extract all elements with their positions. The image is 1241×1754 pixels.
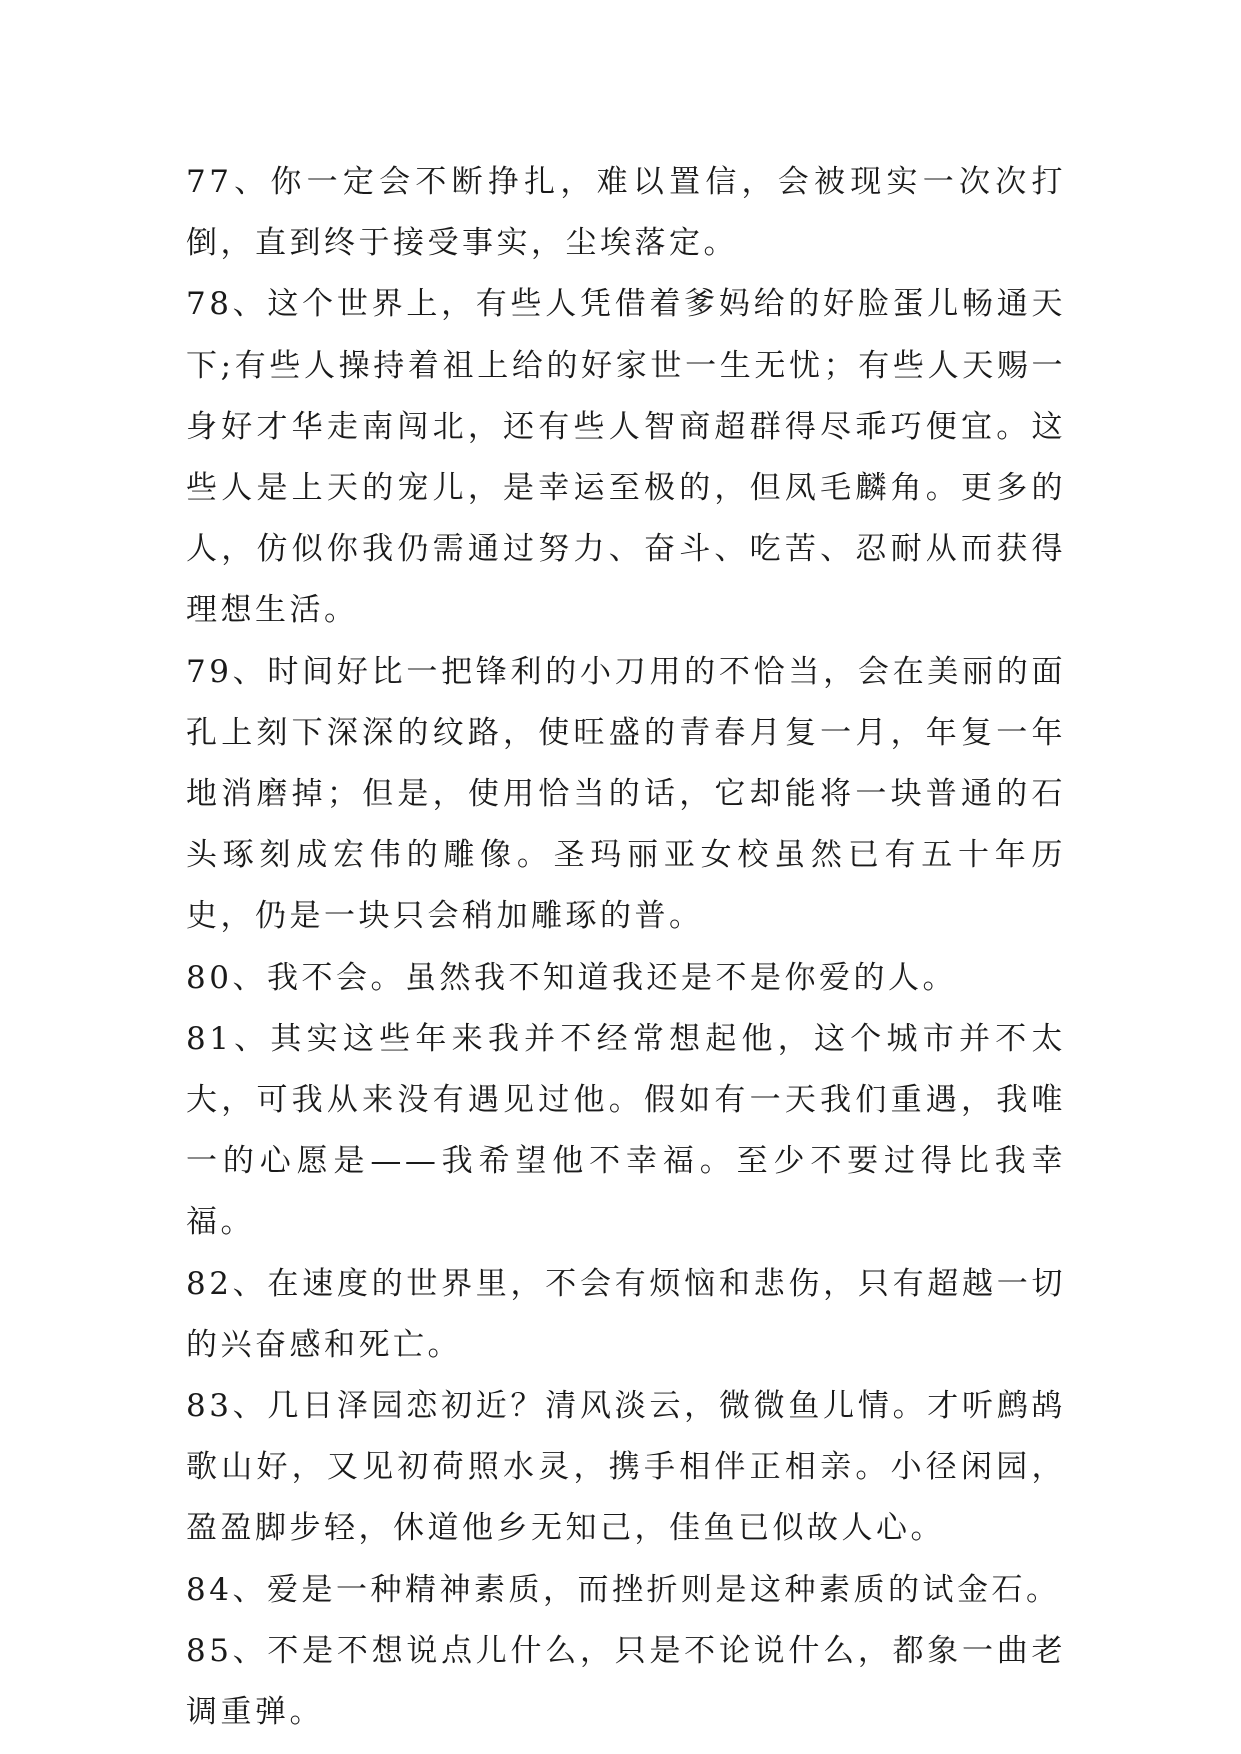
quote-entry-83: 83、几日泽园恋初近？清风淡云，微微鱼儿情。才听鹧鸪歌山好，又见初荷照水灵，携手相伴正相亲。小径闲园，盈盈脚步轻，休道他乡无知己，佳鱼已似故人心。 [186, 1388, 1066, 1547]
quote-entry-78: 78、这个世界上，有些人凭借着爹妈给的好脸蛋儿畅通天下;有些人操持着祖上给的好家世一生无忧；有些人天赐一身好才华走南闯北，还有些人智商超群得尽乖巧便宜。这些人是上天的宠儿，是幸运至极的，但凤毛麟角。更多的人，仿似你我仍需通过努力、奋斗、吃苦、忍耐从而获得理想生活。 [186, 286, 1066, 629]
quote-entry-82: 82、在速度的世界里，不会有烦恼和悲伤，只有超越一切的兴奋感和死亡。 [186, 1265, 1066, 1363]
quote-entry-77: 77、你一定会不断挣扎，难以置信，会被现实一次次打倒，直到终于接受事实，尘埃落定。 [186, 164, 1066, 262]
document-body [186, 152, 1066, 1743]
quote-entry-80: 80、我不会。虽然我不知道我还是不是你爱的人。 [186, 959, 957, 996]
quote-entry-81: 81、其实这些年来我并不经常想起他，这个城市并不太大，可我从来没有遇见过他。假如有一天我们重遇，我唯一的心愿是——我希望他不幸福。至少不要过得比我幸福。 [186, 1020, 1066, 1241]
quote-entry-79: 79、时间好比一把锋利的小刀用的不恰当，会在美丽的面孔上刻下深深的纹路，使旺盛的青春月复一月，年复一年地消磨掉；但是，使用恰当的话，它却能将一块普通的石头琢刻成宏伟的雕像。圣玛丽亚女校虽然已有五十年历史，仍是一块只会稍加雕琢的普。 [186, 653, 1066, 935]
quote-entry-84: 84、爱是一种精神素质，而挫折则是这种素质的试金石。 [186, 1571, 1061, 1608]
quote-entry-85: 85、不是不想说点儿什么，只是不论说什么，都象一曲老调重弹。 [186, 1632, 1066, 1731]
